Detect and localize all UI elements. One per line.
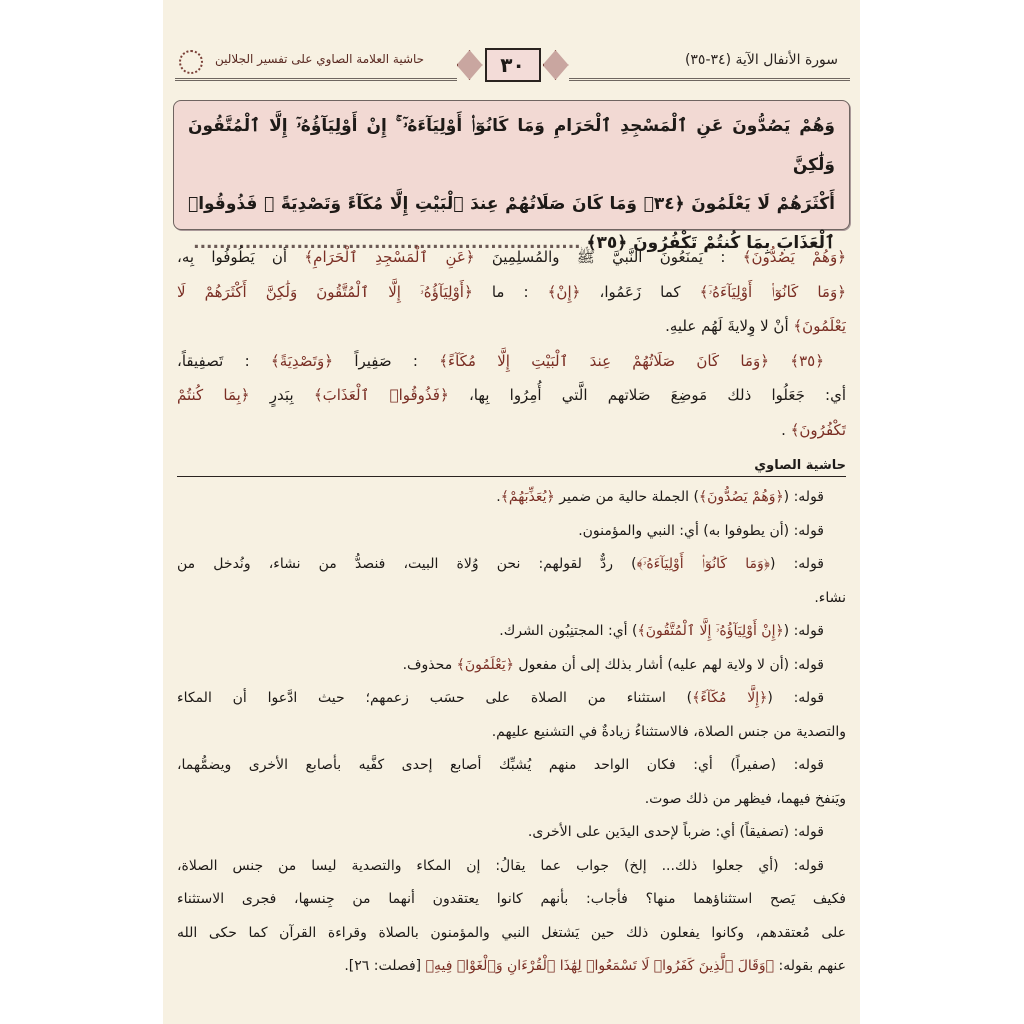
quran-quote: ﴿وَهُمْ يَصُدُّونَ﴾ <box>698 489 784 505</box>
text-segment: قوله: (أن يطوفوا به) أي: النبي والمؤمنون. <box>578 522 824 539</box>
quran-quote: ﴿إِنْ﴾ <box>547 282 581 301</box>
verse-line <box>188 107 835 185</box>
book-title: حاشية العلامة الصاوي على تفسير الجلالين <box>211 52 428 66</box>
text-segment: . <box>496 489 501 505</box>
commentary-line <box>177 275 846 310</box>
page-number-frame <box>457 44 569 86</box>
commentary-line <box>177 413 846 448</box>
quran-quote: ﴿وَمَا كَانُوٓا۟ أَوْلِيَآءَهُۥٓ﴾ <box>636 556 770 572</box>
quran-quote: ﴿إِلَّا مُكَآءً﴾ <box>692 690 768 706</box>
page-number: ٣٠ <box>485 48 541 82</box>
footnote-line <box>177 582 846 616</box>
commentary-line <box>177 309 846 344</box>
footnote-line <box>177 816 846 850</box>
footnote-heading-rule <box>177 458 846 477</box>
rosette-ornament-icon <box>179 50 203 74</box>
commentary <box>177 240 846 447</box>
text-segment: قوله: (صفيراً) أي: فكان الواحد منهم يُشبِّك أصابع إحدى كفَّيه بأصابع الأخرى ويضمُّهما، <box>177 757 824 773</box>
footnote-line <box>177 950 846 984</box>
text-segment: قوله: (تصفيقاً) أي: ضرباً لإحدى اليدَين على الأخرى. <box>527 824 824 840</box>
text-segment: قوله: ( <box>783 489 824 505</box>
footnote-line <box>177 749 846 783</box>
text-segment: : صَفِيراً <box>333 351 440 370</box>
quran-quote: ﴿وَتَصْدِيَةً﴾ <box>270 351 334 370</box>
footnote-line <box>177 548 846 582</box>
footnote-line <box>177 883 846 917</box>
text-segment: ) أي: المجتنِبُون الشرك. <box>499 623 638 639</box>
footnotes <box>177 481 846 984</box>
text-segment: : ما <box>472 282 548 301</box>
footnote-line <box>177 682 846 716</box>
text-segment: وَهُمْ يَصُدُّونَ عَنِ ٱلْمَسْجِدِ ٱلْحَرَامِ وَمَا كَانُوٓا۟ أَوْلِيَآءَهُۥٓ ۚ إِنْ أَوْلِيَآؤُهُۥٓ إِلَّا ٱلْمُتَّقُونَ وَلَٰكِنَّ <box>188 116 835 175</box>
text-segment: فكيف يَصح استثناؤهما منها؟ فأجاب: بأنهم كانوا يعتقدون أنهما من جِنسها، فجرى الاستثناء <box>177 891 846 907</box>
footnote-line <box>177 917 846 951</box>
ornament-icon <box>543 50 569 80</box>
commentary-line <box>177 344 846 379</box>
quran-quote: يَعْلَمُونَ﴾ <box>793 317 846 335</box>
quran-quote: ﴿٣٥﴾ <box>769 351 824 370</box>
text-segment: : تَصفِيقاً، <box>177 351 271 370</box>
quran-quote: ﴿وَمَا كَانُوٓا۟ أَوْلِيَآءَهُۥٓ﴾ <box>699 282 846 301</box>
ornament-icon <box>457 50 483 80</box>
text-segment: كما زَعَمُوا، <box>580 282 700 301</box>
footnote-line <box>177 481 846 515</box>
text-segment: : يَمنَعُونَ النَّبيَّ ﷺ والمُسلِمِينَ <box>474 248 743 266</box>
surah-label: سورة الأنفال الآية (٣٤-٣٥) <box>681 52 842 68</box>
quran-quote: ﴿عَنِ ٱلْمَسْجِدِ ٱلْحَرَامِ﴾ <box>304 248 475 266</box>
text-segment: محذوف. <box>402 656 457 673</box>
text-segment: قوله: (أي جعلوا ذلك... إلخ) جواب عما يقالُ: إن المكاء والتصدية ليسا من جنس الصلاة، <box>177 857 824 874</box>
leader-dots: ............................................................ <box>193 233 581 253</box>
commentary-line <box>177 378 846 413</box>
footnote-line <box>177 716 846 750</box>
footnote-line <box>177 850 846 884</box>
verse-line <box>188 185 835 224</box>
text-segment: ) استثناء من الصلاة على حسَب زعمهم؛ حيث ادَّعوا أن المكاء <box>177 690 693 706</box>
text-segment: ٱلْعَذَابَ بِمَا كُنتُمْ تَكْفُرُونَ ﴿٣٥﴾ <box>580 233 835 253</box>
text-segment: . <box>781 420 791 439</box>
quran-quote: ﴿أَوْلِيَآؤُهُۥٓ إِلَّا ٱلْمُتَّقُونَ وَلَٰكِنَّ أَكْثَرَهُمْ لَا <box>177 282 473 301</box>
text-segment: والتصدية من جنس الصلاة، فالاستثناءُ زيادةٌ في التشنيع عليهم. <box>491 723 846 740</box>
quran-quote: ﴿يَعْلَمُونَ﴾ <box>456 656 514 673</box>
quran-quote: ﴿وَمَا كَانَ صَلَاتُهُمْ عِندَ ٱلْبَيْتِ إِلَّا مُكَآءً﴾ <box>439 351 769 370</box>
quran-quote: ﴿إِنْ أَوْلِيَآؤُهُۥٓ إِلَّا ٱلْمُتَّقُونَ﴾ <box>637 623 784 639</box>
quran-quote: ﴿بِمَا كُنتُمْ <box>177 386 250 404</box>
text-segment: قوله: ( <box>783 623 824 639</box>
footnote-line <box>177 615 846 649</box>
text-segment: ) ردٌّ لقولهم: نحن وُلاة البيت، فنصدُّ من نشاء، ونُدخل من <box>177 556 637 572</box>
text-segment: ويَنفخ فيهما، فيظهر من ذلك صوت. <box>644 790 846 807</box>
text-segment: نشاء. <box>814 589 846 606</box>
text-segment: ) الجملة حالية من ضمير <box>554 489 699 505</box>
text-segment: عنهم بقوله: <box>774 958 846 974</box>
quran-quote: تَكْفُرُونَ﴾ <box>790 420 846 439</box>
text-segment: [فصلت: ٢٦]. <box>344 958 426 974</box>
text-segment: أي: جَعَلُوا ذلك مَوضِعَ صَلاتهم الَّتي أُمِرُوا بِها، <box>448 386 846 404</box>
book-page <box>163 0 860 1024</box>
quran-quote: ﴿يُعَذِّبَهُمْ﴾ <box>500 489 555 505</box>
text-segment: على مُعتقدهم، وكانوا يفعلون ذلك حين يَشتغل النبي والمؤمنون بالصلاة وقراءة القرآن كما حكى الله <box>177 924 846 941</box>
text-segment: أَكْثَرَهُمْ لَا يَعْلَمُونَ ﴿٣٤﴾ وَمَا كَانَ صَلَاتُهُمْ عِندَ ٱلْبَيْتِ إِلَّا مُكَآءً وَتَصْدِيَةً ۚ فَذُوقُوا۟ <box>188 194 835 214</box>
text-segment: قوله: ( <box>767 690 825 706</box>
footnote-line <box>177 783 846 817</box>
text-segment: أن يَطُوفُوا بِه، <box>177 248 305 266</box>
text-segment: أنْ لا وِلايةَ لَهُم عليهِ. <box>665 317 794 335</box>
footnote-line <box>177 649 846 683</box>
quran-quote: ﴿وَهُمْ يَصُدُّونَ﴾ <box>742 248 846 266</box>
quran-quote: ﴿فَذُوقُوا۟ ٱلْعَذَابَ﴾ <box>313 386 449 404</box>
quran-quote: ﴿وَقَالَ ٱلَّذِينَ كَفَرُوا۟ لَا تَسْمَعُوا۟ لِهَٰذَا ٱلْقُرْءَانِ وَٱلْغَوْا۟ فِيهِ﴾ <box>425 958 775 974</box>
verse-box <box>173 100 850 253</box>
text-segment: قوله: ( <box>769 556 824 572</box>
page-header <box>175 44 850 90</box>
text-segment: بِبَدرٍ <box>249 386 314 404</box>
footnote-line <box>177 515 846 549</box>
text-segment: قوله: (أن لا ولاية لهم عليه) أشار بذلك إلى أن مفعول <box>513 656 824 673</box>
commentary-line <box>177 240 846 275</box>
footnote-heading: حاشية الصاوي <box>754 458 846 473</box>
